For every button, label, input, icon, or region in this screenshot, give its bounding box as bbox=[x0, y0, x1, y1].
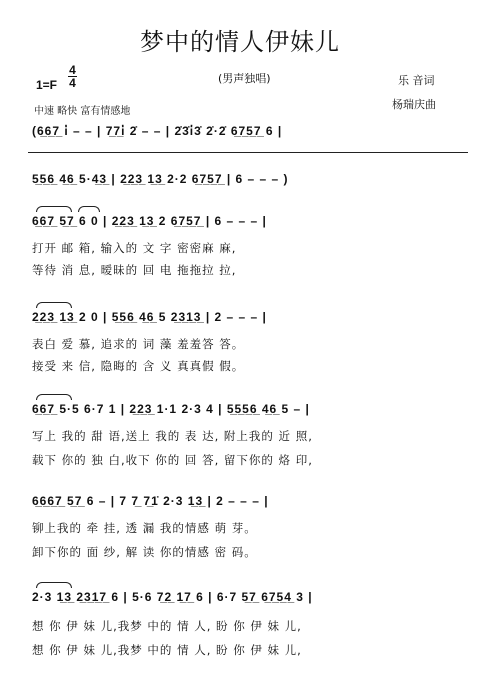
score-row-1: (6̲6̲7̲ i̇ – – | 7̲7̲i̇ 2̇ – – | 2̇3̇i̇3̇ 2̇·2̇ 6̲7̲5̲7̲ 6 | bbox=[32, 124, 283, 138]
score-row-5: 6̲6̲7̲ 5·5 6·7 1 | 2̲2̲3̲ 1·1 2·3 4 | 5̲5̲5̲6̲ 4̲6̲ 5 – | bbox=[32, 402, 310, 416]
time-signature-top: 4 bbox=[69, 63, 76, 77]
lyric-row-4-verse-2: 接受 来 信, 隐晦的 含 义 真真假 假。 bbox=[32, 359, 245, 373]
slur-mark bbox=[36, 206, 72, 212]
song-title: 梦中的情人伊妹儿 bbox=[140, 28, 340, 56]
time-signature-bottom: 4 bbox=[69, 76, 76, 90]
time-signature bbox=[68, 64, 77, 89]
lyric-row-7-verse-1: 想 你 伊 妹 儿,我梦 中的 情 人, 盼 你 伊 妹 儿, bbox=[32, 619, 302, 633]
lyric-row-4-verse-1: 表白 爱 慕, 追求的 词 藻 羞羞答 答。 bbox=[32, 337, 245, 351]
score-row-4: 2̲2̲3̲ 1̲3̲ 2 0 | 5̲5̲6̲ 4̲6̲ 5 2̲3̲1̲3̲ | 2 – – – | bbox=[32, 310, 267, 324]
composer-credit: 杨瑞庆曲 bbox=[392, 98, 436, 111]
lyricist-credit: 乐 音词 bbox=[398, 74, 435, 87]
performance-note: (男声独唱) bbox=[218, 72, 271, 85]
lyric-row-3-verse-1: 打开 邮 箱, 输入的 文 字 密密麻 麻, bbox=[32, 241, 237, 255]
lyric-row-6-verse-2: 卸下你的 面 纱, 解 读 你的情感 密 码。 bbox=[32, 545, 257, 559]
lyric-row-7-verse-2: 想 你 伊 妹 儿,我梦 中的 情 人, 盼 你 伊 妹 儿, bbox=[32, 643, 302, 657]
score-row-7: 2·3 1̲3̲ 2̲3̲1̲7̲ 6 | 5·6 7̲2̲ 1̲7̲ 6 | 6·7 5̲7̲ 6̲7̲5̲4̲ 3 | bbox=[32, 590, 313, 604]
slur-mark bbox=[36, 582, 72, 588]
key-signature: 1=F bbox=[36, 78, 58, 92]
score-row-3: 6̲6̲7̲ 5̲7̲ 6 0 | 2̲2̲3̲ 1̲3̲ 2 6̲7̲5̲7̲ | 6 – – – | bbox=[32, 214, 267, 228]
score-row-6: 6̲6̲6̲7̲ 5̲7̲ 6 – | 7 7̲ 7̲1̇ 2·3 1̲3̲ | 2 – – – | bbox=[32, 494, 269, 508]
lyric-row-5-verse-2: 载下 你的 独 白,收下 你的 回 答, 留下你的 烙 印, bbox=[32, 453, 313, 467]
row-divider bbox=[28, 152, 468, 153]
lyric-row-5-verse-1: 写上 我的 甜 语,送上 我的 表 达, 附上我的 近 照, bbox=[32, 429, 313, 443]
lyric-row-3-verse-2: 等待 消 息, 暧昧的 回 电 拖拖拉 拉, bbox=[32, 263, 237, 277]
slur-mark bbox=[78, 206, 100, 212]
slur-mark bbox=[36, 302, 72, 308]
slur-mark bbox=[36, 394, 72, 400]
score-row-2: 5̲5̲6̲ 4̲6̲ 5·4̲3̲ | 2̲2̲3̲ 1̲3̲ 2·2 6̲7̲5̲7̲ | 6 – – – ) bbox=[32, 172, 289, 186]
lyric-row-6-verse-1: 铆上我的 牵 挂, 透 漏 我的情感 萌 芽。 bbox=[32, 521, 257, 535]
tempo-marking: 中速 略快 富有情感地 bbox=[34, 106, 131, 117]
